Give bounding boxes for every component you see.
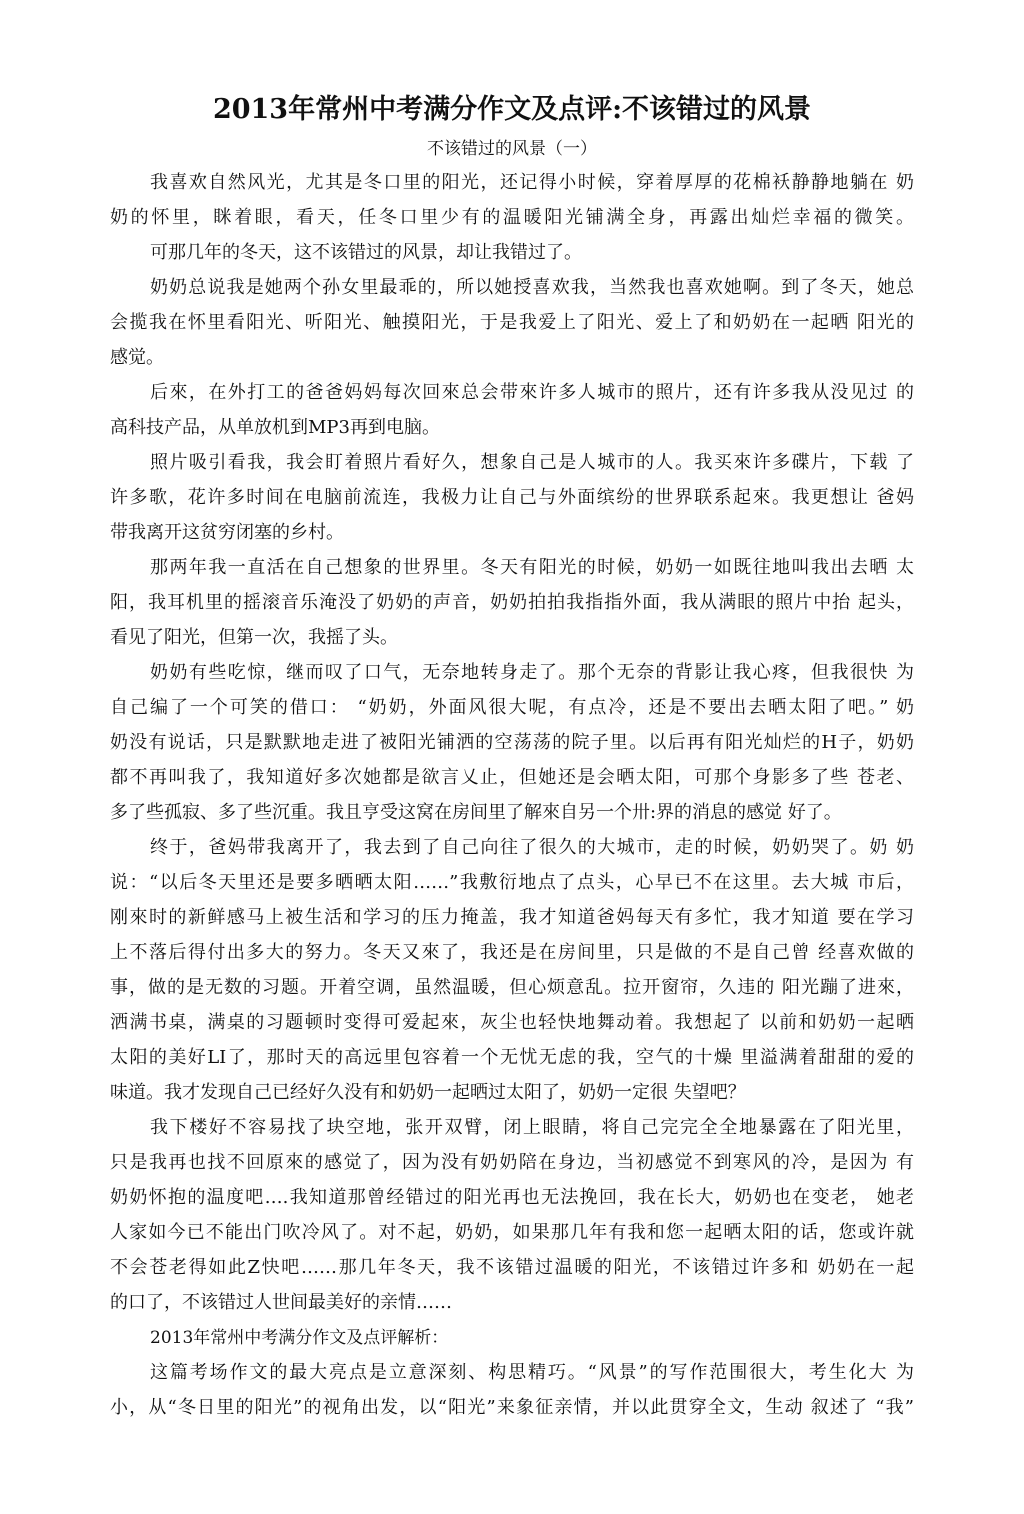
text-line: 高科技产品，从单放机到MP3再到电脑。 — [110, 417, 440, 438]
analysis-heading: 2013年常州中考满分作文及点评解析： — [150, 1328, 449, 1348]
text-line: 终于，爸妈带我离开了，我去到了自己向往了很久的大城市，走的时候，奶奶哭了。奶 奶 — [150, 837, 914, 858]
text-line: 奶没有说话，只是默默地走进了被阳光铺洒的空荡荡的院子里。以后再有阳光灿烂的H子，奶奶 — [110, 732, 914, 753]
text-line: 会揽我在怀里看阳光、听阳光、触摸阳光，于是我爱上了阳光、爱上了和奶奶在一起晒 阳光的 — [110, 312, 914, 333]
text-line: 多了些孤寂、多了些沉重。我且亨受这窝在房间里了解來自另一个卅:界的消息的感觉 好了。 — [110, 802, 842, 823]
text-line: 上不落后得付出多大的努力。冬天又來了，我还是在房间里，只是做的不是自己曾 经喜欢做的 — [110, 942, 914, 963]
text-line: 阳，我耳机里的摇滚音乐淹没了奶奶的声音，奶奶拍拍我指指外面，我从满眼的照片中抬 起头， — [110, 592, 914, 613]
text-line: 只是我再也找不回原來的感觉了，因为没有奶奶陪在身边，当初感觉不到寒风的冷，是因为 有 — [110, 1152, 914, 1173]
text-line: 洒满书桌，满桌的习题顿时变得可爱起來，灰尘也轻快地舞动着。我想起了 以前和奶奶一起晒 — [110, 1012, 914, 1033]
text-line: 可那几年的冬天，这不该错过的风景，却让我错过了。 — [150, 242, 582, 263]
text-line: 奶奶有些吃惊，继而叹了口气，无奈地转身走了。那个无奈的背影让我心疼，但我很快 为 — [150, 662, 914, 683]
text-line: 太阳的美好LI了，那时天的高远里包容着一个无忧无虑的我，空气的十燥 里溢满着甜甜的爱的 — [110, 1047, 914, 1068]
text-line: 奶奶总说我是她两个孙女里最乖的，所以她授喜欢我，当然我也喜欢她啊。到了冬天，她总 — [150, 277, 914, 298]
text-line: 人家如今已不能出门吹冷风了。对不起，奶奶，如果那几年有我和您一起晒太阳的话，您或许就 — [110, 1222, 914, 1243]
text-line: 感觉。 — [110, 347, 164, 368]
text-line: 事，做的是无数的习题。开着空调，虽然温暖，但心烦意乱。拉开窗帘，久违的 阳光蹦了进來， — [110, 977, 914, 998]
text-line: 说：“以后冬天里还是要多晒晒太阳……”我敷衍地点了点头，心早已不在这里。去大城 市后， — [110, 872, 914, 893]
text-line: 我喜欢自然风光，尤其是冬口里的阳光，还记得小时候，穿着厚厚的花棉袄静静地躺在 奶 — [150, 172, 914, 193]
text-line: 小，从“冬日里的阳光”的视角出发，以“阳光”来象征亲情，并以此贯穿全文，生动 叙述了 “我” — [110, 1397, 914, 1418]
text-line: 那两年我一直活在自己想象的世界里。冬天有阳光的时候，奶奶一如既往地叫我出去晒 太 — [150, 557, 914, 578]
text-line: 带我离开这贫穷闭塞的乡村。 — [110, 522, 344, 543]
text-line: 我下楼好不容易找了块空地，张开双臂，闭上眼睛，将自己完完全全地暴露在了阳光里， — [150, 1117, 914, 1138]
text-line: 许多歌，花许多时间在电脑前流连，我极力让自己与外面缤纷的世界联系起來。我更想让 爸妈 — [110, 487, 914, 508]
text-line: 奶奶怀抱的温度吧….我知道那曾经错过的阳光再也无法挽回，我在长大，奶奶也在变老， 她老 — [110, 1187, 914, 1208]
text-line: 都不再叫我了，我知道好多次她都是欲言乂止，但她还是会晒太阳，可那个身影多了些 苍老、 — [110, 767, 914, 788]
text-line: 自己编了一个可笑的借口： “奶奶，外面风很大呢，有点冷，还是不要出去晒太阳了吧。” 奶 — [110, 697, 914, 718]
text-line: 奶的怀里，眯着眼，看天，任冬口里少有的温暖阳光铺满全身，再露出灿烂幸福的微笑。 — [110, 207, 914, 228]
text-line: 后來，在外打工的爸爸妈妈每次回來总会带來许多人城市的照片，还有许多我从没见过 的 — [150, 382, 914, 403]
text-line: 不会苍老得如此Z快吧……那几年冬天，我不该错过温暖的阳光，不该错过许多和 奶奶在一起 — [110, 1257, 914, 1278]
document-title: 2013年常州中考满分作文及点评:不该错过的风景 — [212, 94, 812, 125]
text-line: 这篇考场作文的最大亮点是立意深刻、构思精巧。“风景”的写作范围很大，考生化大 为 — [150, 1362, 914, 1383]
text-line: 味道。我才发现自己已经好久没有和奶奶一起晒过太阳了，奶奶一定很 失望吧？ — [110, 1082, 746, 1103]
text-line: 看见了阳光，但第一次，我摇了头。 — [110, 627, 398, 648]
text-line: 照片吸引看我，我会盯着照片看好久，想象自己是人城市的人。我买來许多碟片，下载 了 — [150, 452, 914, 473]
text-line: 刚來时的新鲜感马上被生活和学习的压力掩盖，我才知道爸妈每天有多忙，我才知道 要在学习 — [110, 907, 914, 928]
essay-subtitle: 不该错过的风景（一） — [427, 139, 597, 159]
text-line: 的口了，不该错过人世间最美好的亲情…… — [110, 1292, 452, 1313]
